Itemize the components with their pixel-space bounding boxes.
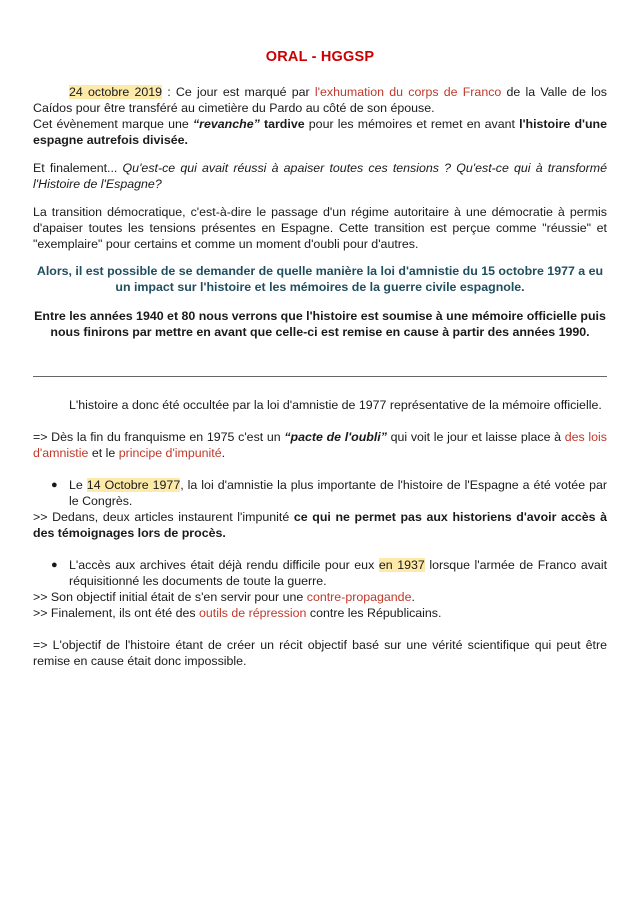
outils-repression-text: outils de répression <box>199 606 307 620</box>
body-section <box>33 397 607 669</box>
contre-propagande-text: contre-propagande <box>306 590 412 604</box>
bullet-icon: ● <box>51 559 58 571</box>
section-divider <box>33 376 607 377</box>
question-paragraph: Et finalement... Qu'est-ce qui avait réussi à apaiser toutes ces tensions ? Qu'est-ce qui à transformé l'Histoire de l'Espagne? <box>33 161 607 191</box>
intro-paragraph-1: 24 octobre 2019 : Ce jour est marqué par l'exhumation du corps de Franco de la Valle de los Caídos pour être transféré au cimetière du Pardo au côté de son épouse. <box>33 85 607 115</box>
exhumation-text: l'exhumation du corps de Franco <box>314 85 502 99</box>
revanche-text: “revanche” <box>192 117 260 131</box>
bullet-icon: ● <box>51 479 58 491</box>
page-title: ORAL - HGGSP <box>265 49 375 65</box>
date-highlight: 24 octobre 2019 <box>69 85 163 99</box>
transition-paragraph: La transition démocratique, c'est-à-dire le passage d'un régime autoritaire à une démocratie à permis d'apaiser toutes les tensions présentes en Espagne. Cette transition est perçue comme "réussie" et "exemplaire" pour certains et comme un moment d'oubli pour d'autres. <box>33 205 607 251</box>
transition-section <box>33 204 607 252</box>
bullet-2-subpoint-2: >> Finalement, ils ont été des outils de répression contre les Républicains. <box>33 606 442 620</box>
problematique-section <box>33 263 607 295</box>
plan-paragraph: Entre les années 1940 et 80 nous verrons que l'histoire est soumise à une mémoire officielle puis nous finirons par mettre en avant que celle-ci est remise en cause à partir des années 1990. <box>34 309 606 339</box>
lois-amnistie-text: des lois d'amnistie <box>33 430 607 460</box>
bullet-2-subpoint-1: >> Son objectif initial était de s'en servir pour une contre-propagande. <box>33 590 415 604</box>
divided-spain-text: l'histoire d'une espagne autrefois divisée. <box>33 117 608 147</box>
pacte-text: “pacte de l'oubli” <box>284 430 387 444</box>
intro-paragraph-2: Cet évènement marque une “revanche” tardive pour les mémoires et remet en avant l'histoire d'une espagne autrefois divisée. <box>33 117 608 147</box>
conclusion-paragraph: => L'objectif de l'histoire étant de créer un récit objectif basé sur une vérité scientifique qui peut être remise en cause était donc impossible. <box>33 638 607 668</box>
question-section <box>33 160 607 192</box>
date-1937-highlight: en 1937 <box>378 558 425 572</box>
body-paragraph-1: L'histoire a donc été occultée par la loi d'amnistie de 1977 représentative de la mémoire officielle. <box>69 398 602 412</box>
body-paragraph-2: => Dès la fin du franquisme en 1975 c'est un “pacte de l'oubli” qui voit le jour et laisse place à des lois d'amnistie et le principe d'impunité. <box>33 430 607 460</box>
problematique-paragraph: Alors, il est possible de se demander de quelle manière la loi d'amnistie du 15 octobre 1977 a eu un impact sur l'histoire et les mémoires de la guerre civile espagnole. <box>36 264 604 294</box>
intro-section <box>33 84 607 148</box>
bullet-item-2: ● L'accès aux archives était déjà rendu difficile pour eux en 1937 lorsque l'armée de Franco avait réquisitionné les documents de toute la guerre. <box>51 558 608 588</box>
plan-section <box>33 308 607 340</box>
bullet-item-1: ● Le 14 Octobre 1977, la loi d'amnistie la plus importante de l'histoire de l'Espagne a été votée par le Congrès. <box>51 478 607 508</box>
bullet-1-subpoint: >> Dedans, deux articles instaurent l'impunité ce qui ne permet pas aux historiens d'avoir accès à des témoignages lors de procès. <box>33 510 608 540</box>
date-1977-highlight: 14 Octobre 1977 <box>86 478 181 492</box>
principe-impunite-text: principe d'impunité <box>118 446 222 460</box>
